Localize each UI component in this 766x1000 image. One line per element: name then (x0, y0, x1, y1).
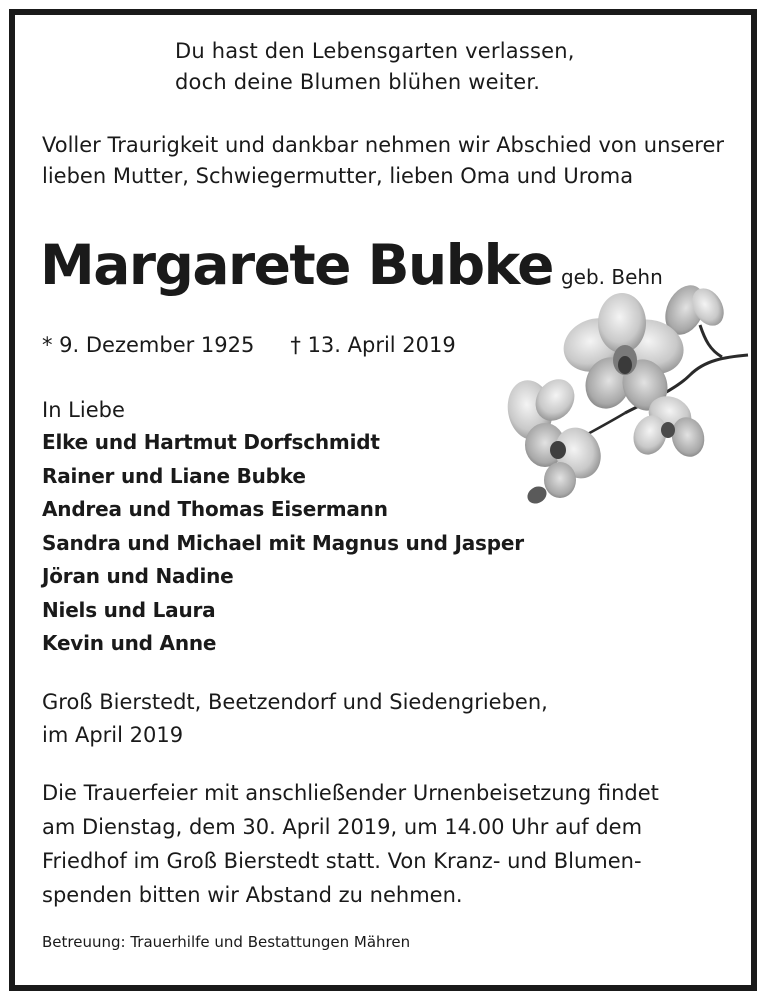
motto (175, 36, 735, 98)
life-dates (42, 330, 456, 361)
mourner-name: Rainer und Liane Bubke (42, 463, 306, 488)
place-line: Groß Bierstedt, Beetzendorf und Siedengrieben, (42, 690, 548, 714)
deceased-name: Margarete Bubke (40, 233, 553, 297)
mourner-name: Andrea und Thomas Eisermann (42, 497, 388, 521)
ceremony-line: Die Trauerfeier mit anschließender Urnenbeisetzung findet (42, 781, 659, 805)
place-and-date (42, 686, 548, 752)
mourner-name: Kevin und Anne (42, 631, 217, 655)
maiden-name: geb. Behn (560, 265, 663, 289)
motto-line: Du hast den Lebensgarten verlassen, (175, 39, 575, 63)
ceremony-line: am Dienstag, dem 30. April 2019, um 14.00 Uhr auf dem (42, 815, 643, 839)
mourner-name: Elke und Hartmut Dorfschmidt (42, 430, 380, 454)
intro-text: Voller Traurigkeit und dankbar nehmen wir Abschied von unserer lieben Mutter, Schwiegermutter, lieben Oma und Uroma (42, 133, 724, 188)
date-line: im April 2019 (42, 723, 184, 747)
funeral-home-credit: Betreuung: Trauerhilfe und Bestattungen Mähren (42, 933, 411, 951)
ceremony-line: spenden bitten wir Abstand zu nehmen. (42, 883, 463, 907)
ceremony-text (42, 776, 724, 912)
mourner-name: Sandra und Michael mit Magnus und Jasper (42, 530, 524, 555)
mourners-list (42, 426, 562, 661)
motto-line: doch deine Blumen blühen weiter. (175, 70, 541, 94)
mourners-heading: In Liebe (42, 398, 125, 422)
death-date: † 13. April 2019 (290, 333, 456, 357)
birth-date: * 9. Dezember 1925 (42, 333, 255, 357)
mourner-name: Jöran und Nadine (42, 564, 234, 588)
mourner-name: Niels und Laura (42, 597, 216, 622)
ceremony-line: Friedhof im Groß Bierstedt statt. Von Kranz- und Blumen- (42, 849, 642, 873)
